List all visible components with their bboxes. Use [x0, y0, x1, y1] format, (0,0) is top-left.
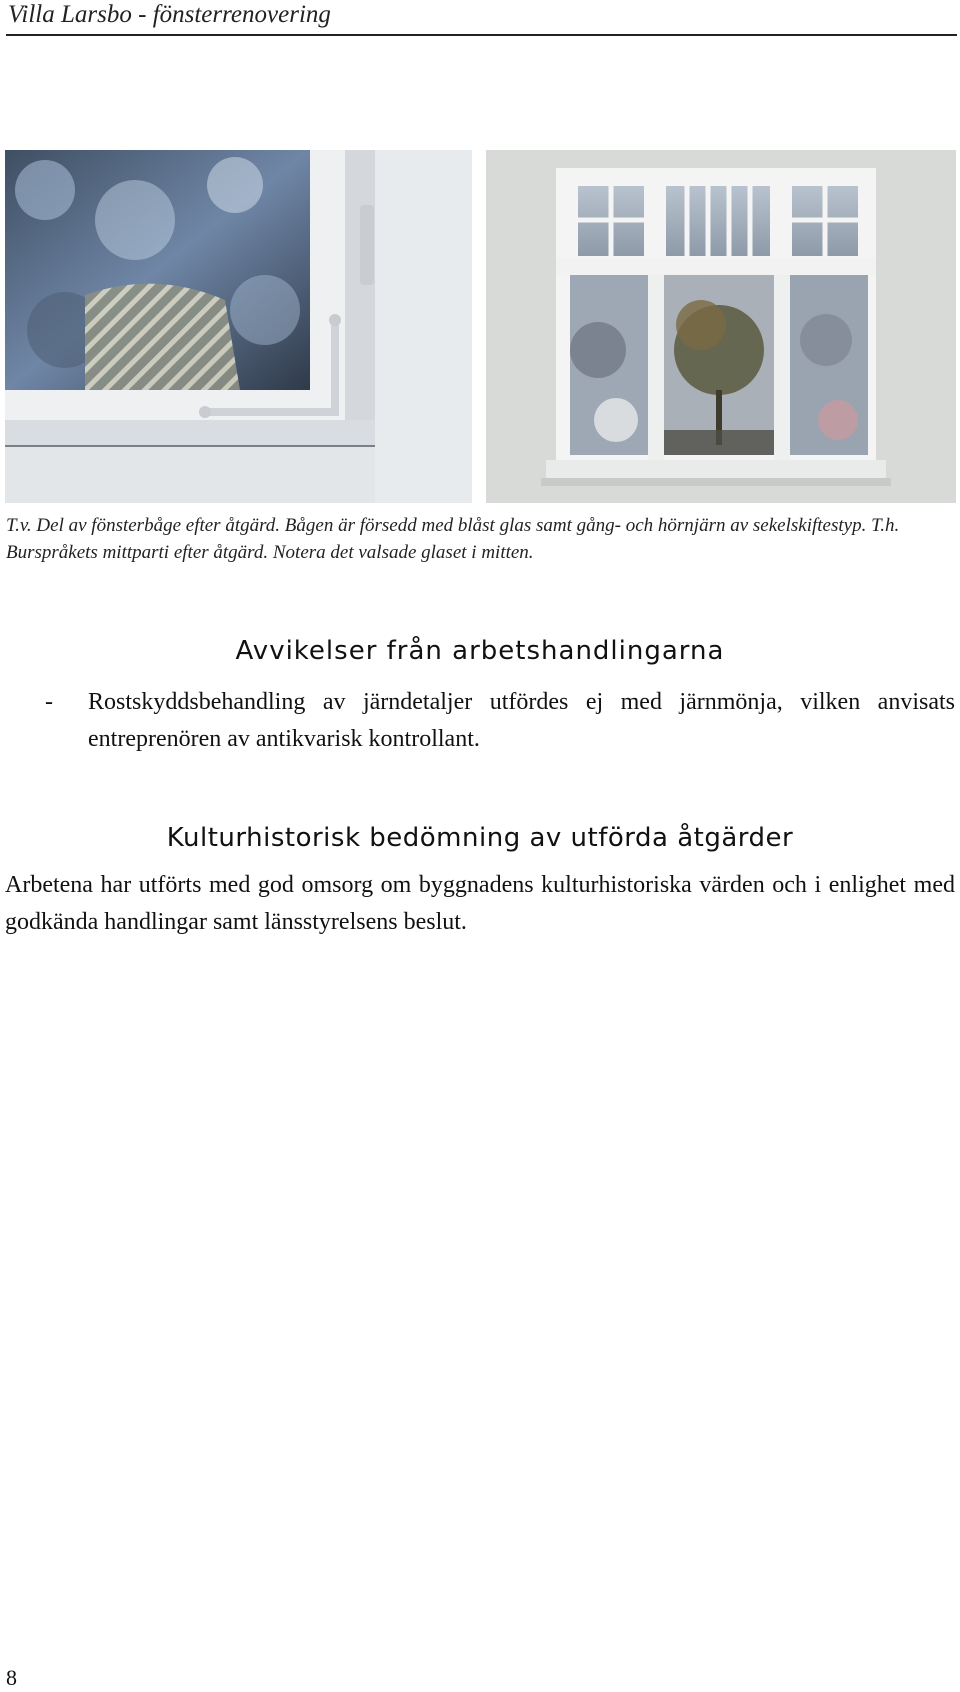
assessment-paragraph: Arbetena har utförts med god omsorg om byggnadens kulturhistoriska värden och i enlighet med godkända handlingar samt länsstyrelsens beslut. — [5, 872, 955, 935]
page-header — [6, 0, 957, 36]
deviations-heading: Avvikelser från arbetshandlingarna — [235, 636, 725, 666]
bullet-dash: - — [45, 689, 53, 715]
window-sash-detail-photo — [5, 150, 472, 503]
photo-caption: T.v. Del av fönsterbåge efter åtgärd. Bågen är försedd med blåst glas samt gång- och hörnjärn av sekelskiftestyp. T.h. Burspråkets mittparti efter åtgärd. Notera det valsade glaset i mitten. — [6, 515, 900, 563]
assessment-heading: Kulturhistorisk bedömning av utförda åtgärder — [166, 823, 794, 853]
bay-window-photo — [486, 150, 956, 503]
window-sash-detail-image — [5, 150, 472, 503]
bay-window-image — [486, 150, 956, 503]
document-title: Villa Larsbo - fönsterrenovering — [8, 1, 331, 28]
deviation-paragraph: Rostskyddsbehandling av järndetaljer utfördes ej med järnmönja, vilken anvisats entreprenören av antikvarisk kontrollant. — [88, 689, 955, 752]
page-number: 8 — [6, 1665, 17, 1690]
